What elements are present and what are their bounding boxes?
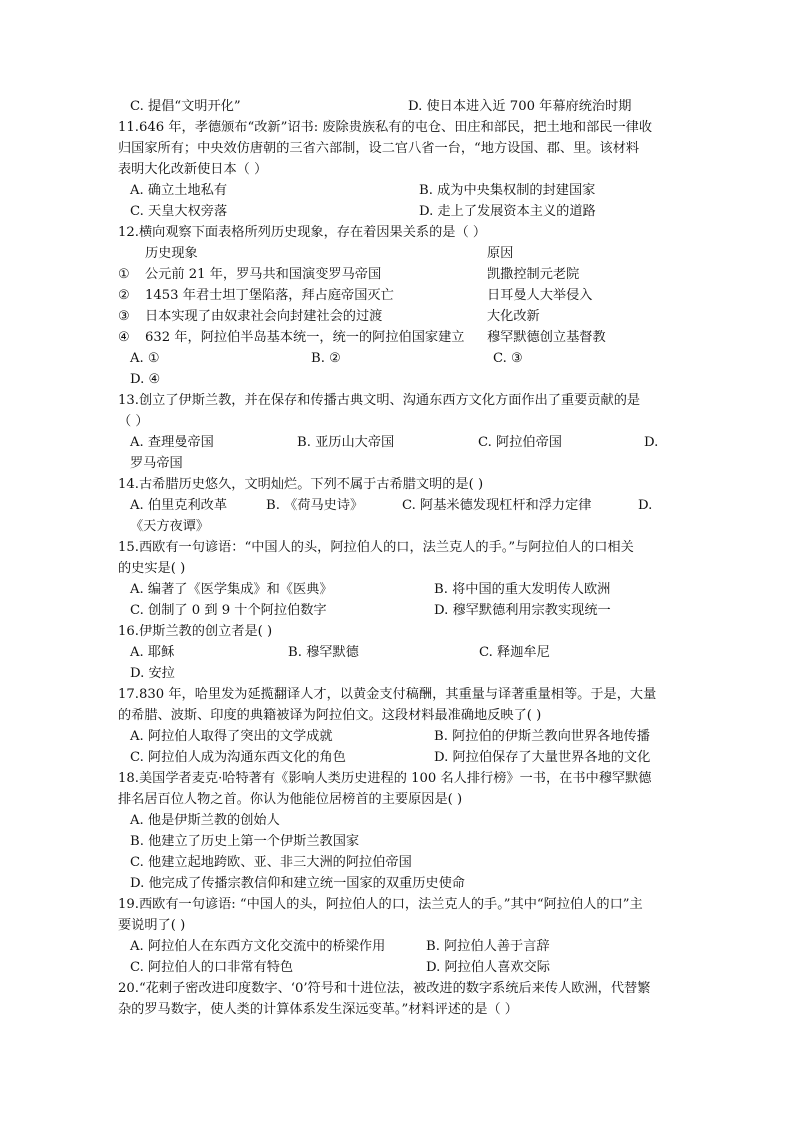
q12-row-cause: 穆罕默德创立基督教: [487, 330, 606, 345]
q15-option-b: B. 将中国的重大发明传人欧洲: [434, 582, 611, 597]
q13-option-b: B. 亚历山大帝国: [297, 435, 395, 450]
q19-stem-line-1: 19.西欧有一句谚语: “中国人的头，阿拉伯人的口，法兰克人的手。”其中“阿拉伯人的口”主: [118, 897, 643, 912]
q13-option-c: C. 阿拉伯帝国: [478, 435, 562, 450]
q12-row-number: ③: [118, 309, 130, 324]
q19-option-a: A. 阿拉伯人在东西方文化交流中的桥梁作用: [130, 939, 386, 954]
q15-options-cd: [118, 600, 678, 621]
q12-row-cause: 日耳曼人大举侵入: [487, 288, 593, 303]
q10-options-cd: [118, 96, 678, 117]
q14-option-d-text-line: [118, 516, 678, 537]
q18-stem-line-1: 18.美国学者麦克·哈特著有《影响人类历史进程的 100 名人排行榜》一书，在书中穆罕默德: [118, 771, 652, 786]
q15-stem-line-1: 15.西欧有一句谚语：“中国人的头，阿拉伯人的口，法兰克人的手。”与阿拉伯人的口相关: [118, 540, 634, 555]
q12-row-number: ④: [118, 330, 130, 345]
q11-option-c: C. 天皇大权旁落: [130, 204, 228, 219]
q13-option-d-text: 罗马帝国: [130, 456, 183, 471]
q18-option-a-line: [118, 810, 678, 831]
q18-option-c: C. 他建立起地跨欧、亚、非三大洲的阿拉伯帝国: [130, 855, 412, 870]
q15-option-c: C. 创制了 0 到 9 十个阿拉伯数字: [130, 603, 327, 618]
q12-header-phenomenon: 历史现象: [145, 246, 198, 261]
q12-row-cause: 凯撒控制元老院: [487, 267, 580, 282]
q12-table-row: [118, 285, 678, 306]
q10-option-c: C. 提倡“文明开化”: [130, 99, 241, 114]
q12-option-b: B. ②: [311, 351, 341, 366]
q13-option-d: D.: [644, 435, 659, 450]
q17-option-c: C. 阿拉伯人成为沟通东西文化的角色: [130, 750, 346, 765]
q13-option-d-text-line: [118, 453, 678, 474]
q20-stem-line-1: 20.“花剌子密改进印度数字、‘0’符号和十进位法，被改进的数字系统后来传人欧洲，代替繁: [118, 981, 651, 996]
q18-stem-line-2: 排名居百位人物之首。你认为他能位居榜首的主要原因是( ): [118, 792, 463, 807]
q14-option-d-text: 《天方夜谭》: [130, 519, 210, 534]
q12-row-phenomenon: 1453 年君士坦丁堡陷落，拜占庭帝国灭亡: [145, 288, 394, 303]
q14-option-b: B. 《荷马史诗》: [266, 498, 364, 513]
q16-option-a: A. 耶稣: [130, 645, 175, 660]
q17-option-b: B. 阿拉伯的伊斯兰教向世界各地传播: [434, 729, 650, 744]
q17-stem-line-1: 17.830 年，哈里发为延揽翻译人才，以黄金支付稿酬，其重量与译著重量相等。于是，大量: [118, 687, 657, 702]
q16-option-c: C. 释迦牟尼: [479, 645, 550, 660]
q15-option-d: D. 穆罕默德利用宗教实现统一: [434, 603, 611, 618]
q12-header-cause: 原因: [487, 246, 514, 261]
q11-options-ab: [118, 180, 678, 201]
q12-row-cause: 大化改新: [487, 309, 540, 324]
q10-option-d: D. 使日本进入近 700 年幕府统治时期: [408, 99, 632, 114]
q14-stem: 14.古希腊历史悠久，文明灿烂。下列不属于古希腊文明的是( ): [118, 477, 484, 492]
q12-options-d: [118, 369, 678, 390]
q19-options-cd: [118, 957, 678, 978]
q12-stem: 12.横向观察下面表格所列历史现象，存在着因果关系的是（ ）: [118, 225, 487, 240]
q12-table-row: [118, 327, 678, 348]
q18-option-b-line: [118, 831, 678, 852]
q13-options-abcd: [118, 432, 678, 453]
q19-options-ab: [118, 936, 678, 957]
q18-option-d: D. 他完成了传播宗教信仰和建立统一国家的双重历史使命: [130, 876, 465, 891]
q16-stem: 16.伊斯兰教的创立者是( ): [118, 624, 273, 639]
q17-stem-line-2: 的希腊、波斯、印度的典籍被译为阿拉伯文。这段材料最准确地反映了( ): [118, 708, 542, 723]
q18-option-a: A. 他是伊斯兰教的创始人: [130, 813, 280, 828]
q11-option-a: A. 确立土地私有: [130, 183, 228, 198]
q12-option-c: C. ③: [493, 351, 523, 366]
q19-stem-line-2: 要说明了( ): [118, 918, 186, 933]
q12-option-d: D. ④: [130, 372, 161, 387]
q19-option-c: C. 阿拉伯人的口非常有特色: [130, 960, 294, 975]
q13-stem-line-1: 13.创立了伊斯兰教，并在保存和传播古典文明、沟通东西方文化方面作出了重要贡献的是: [118, 393, 641, 408]
q14-option-c: C. 阿基米德发现杠杆和浮力定律: [402, 498, 592, 513]
q12-row-number: ①: [118, 267, 130, 282]
q17-option-d: D. 阿拉伯保存了大量世界各地的文化: [434, 750, 651, 765]
q12-table-header: [118, 243, 678, 264]
q17-options-ab: [118, 726, 678, 747]
q11-options-cd: [118, 201, 678, 222]
q20-stem-line-2: 杂的罗马数字，使人类的计算体系发生深远变革。”材料评述的是（ ）: [118, 1002, 518, 1017]
q12-options-abc: [118, 348, 678, 369]
q14-options-abcd: [118, 495, 678, 516]
q12-row-phenomenon: 日本实现了由奴隶社会向封建社会的过渡: [145, 309, 383, 324]
q16-option-d: D. 安拉: [130, 666, 175, 681]
q18-option-d-line: [118, 873, 678, 894]
q11-option-d: D. 走上了发展资本主义的道路: [419, 204, 596, 219]
q16-options-abc: [118, 642, 678, 663]
q18-option-b: B. 他建立了历史上第一个伊斯兰教国家: [130, 834, 360, 849]
q12-option-a: A. ①: [130, 351, 160, 366]
q12-row-number: ②: [118, 288, 130, 303]
q11-stem-line-3: 表明大化改新使日本（ ）: [118, 162, 268, 177]
q11-option-b: B. 成为中央集权制的封建国家: [419, 183, 596, 198]
q12-row-phenomenon: 632 年，阿拉伯半岛基本统一，统一的阿拉伯国家建立: [145, 330, 465, 345]
q12-row-phenomenon: 公元前 21 年，罗马共和国演变罗马帝国: [145, 267, 382, 282]
q14-option-a: A. 伯里克利改革: [130, 498, 228, 513]
q13-option-a: A. 查理曼帝国: [130, 435, 214, 450]
q15-options-ab: [118, 579, 678, 600]
q17-option-a: A. 阿拉伯人取得了突出的文学成就: [130, 729, 333, 744]
q17-options-cd: [118, 747, 678, 768]
q12-table-row: [118, 264, 678, 285]
question-list: [118, 96, 678, 1020]
q13-stem-line-2: （ ）: [118, 414, 149, 429]
q19-option-d: D. 阿拉伯人喜欢交际: [426, 960, 550, 975]
q16-option-b: B. 穆罕默德: [288, 645, 359, 660]
q18-option-c-line: [118, 852, 678, 873]
q15-stem-line-2: 的史实是( ): [118, 561, 186, 576]
q11-stem-line-1: 11.646 年，孝德颁布“改新”诏书: 废除贵族私有的屯仓、田庄和部民，把土地和部民一律收: [118, 120, 653, 135]
q19-option-b: B. 阿拉伯人善于言辞: [426, 939, 550, 954]
q12-table-row: [118, 306, 678, 327]
q16-options-d: [118, 663, 678, 684]
q11-stem-line-2: 归国家所有；中央效仿唐朝的三省六部制，设二官八省一台，“地方设国、郡、里。该材料: [118, 141, 640, 156]
q14-option-d: D.: [638, 498, 653, 513]
q15-option-a: A. 编著了《医学集成》和《医典》: [130, 582, 333, 597]
